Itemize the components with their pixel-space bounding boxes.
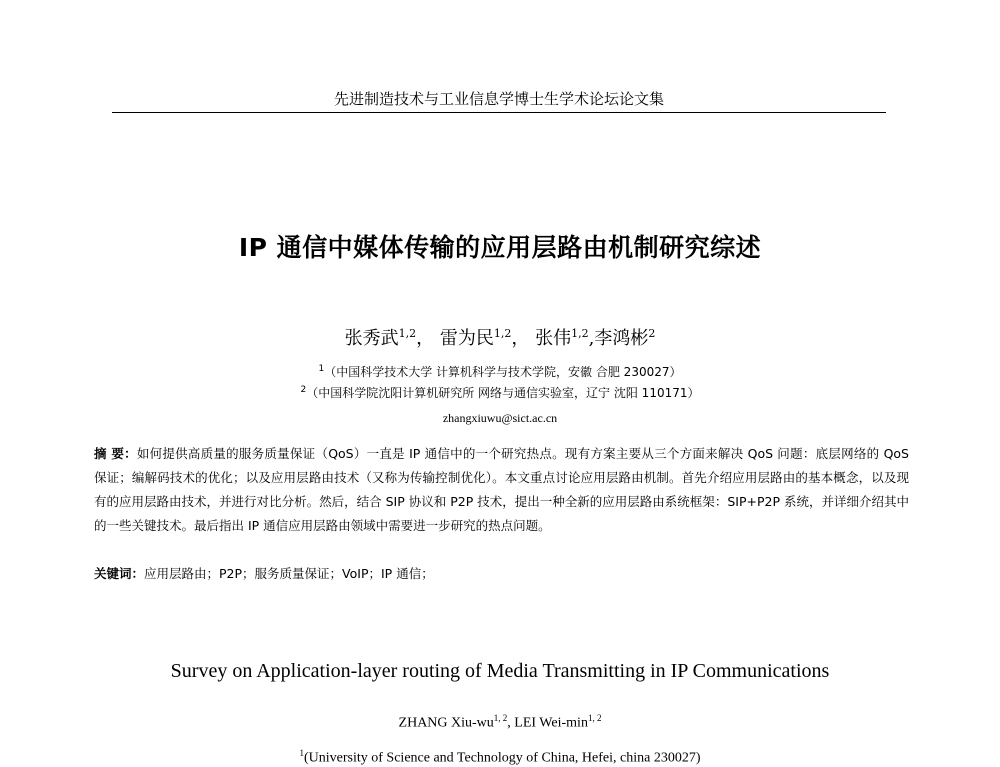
english-author-name: LEI Wei-min — [514, 715, 588, 731]
author-name: 张伟 — [535, 328, 572, 349]
header-rule — [112, 112, 886, 113]
affiliation-mark: 2 — [300, 385, 307, 395]
author-affil-mark: 1,2 — [493, 327, 512, 340]
affiliation-1 — [0, 363, 1000, 380]
author-name: 雷为民 — [439, 328, 494, 349]
author-name: 张秀武 — [344, 328, 399, 349]
english-affiliation — [0, 748, 1000, 767]
english-author-affil-mark: 1, 2 — [587, 713, 602, 723]
affiliation-mark: 1 — [318, 364, 325, 374]
author-email[interactable]: zhangxiuwu@sict.ac.cn — [442, 411, 558, 425]
author-affil-mark: 2 — [648, 327, 656, 340]
author-affil-mark: 1,2 — [571, 327, 589, 340]
author-name: 李鸿彬 — [594, 328, 649, 349]
english-author-name: ZHANG Xiu-wu — [398, 715, 494, 731]
affiliation-2 — [0, 384, 1000, 401]
keywords-text: 应用层路由；P2P；服务质量保证；VoIP；IP 通信； — [144, 566, 434, 581]
english-author-list: ZHANG Xiu-wu$^{1, 2}$, LEI Wei-$\min^{1, 2}$ — [398, 713, 602, 731]
abstract — [94, 442, 909, 538]
abstract-text: 如何提供高质量的服务质量保证（QoS）一直是 IP 通信中的一个研究热点。现有方案主要从三个方面来解决 QoS 问题：底层网络的 QoS 保证；编解码技术的优化；以及应用层路由技术（又称为传输控制优化）。本文重点讨论应用层路由机制。首先介绍应用层路由的基本概念，以及现有的应用层路由技术，并进行对比分析。然后，结合 SIP 协议和 P2P 技术，提出一种全新的应用层路由系统框架：SIP+P2P 系统，并详细介绍其中的一些关键技术。最后指出 IP 通信应用层路由领域中需要进一步研究的热点问题。 — [94, 446, 909, 533]
affiliation-text: （中国科学院沈阳计算机研究所 网络与通信实验室，辽宁 沈阳 110171） — [306, 386, 700, 400]
english-affiliation-mark: 1 — [299, 748, 304, 758]
keywords — [94, 562, 909, 586]
running-header: 先进制造技术与工业信息学博士生学术论坛论文集 — [333, 90, 664, 108]
english-title: Survey on Application-layer routing of Media Transmitting in IP Communications — [170, 660, 830, 682]
affiliation-text: （中国科学技术大学 计算机科学与技术学院，安徽 合肥 230027） — [324, 365, 682, 379]
english-affiliation-text: (University of Science and Technology of China, Hefei, china 230027) — [304, 750, 701, 766]
paper-title: IP 通信中媒体传输的应用层路由机制研究综述 — [238, 233, 762, 262]
author-affil-mark: 1,2 — [398, 327, 417, 340]
author-list: 张秀武$^{1,2}$， 雷为民$^{1,2}$， 张伟$^{1,2}$,李鸿彬$^2$ — [344, 327, 656, 349]
keywords-label: 关键词： — [94, 566, 145, 581]
abstract-label: 摘 要： — [94, 446, 137, 461]
english-author-affil-mark: 1, 2 — [493, 713, 508, 723]
